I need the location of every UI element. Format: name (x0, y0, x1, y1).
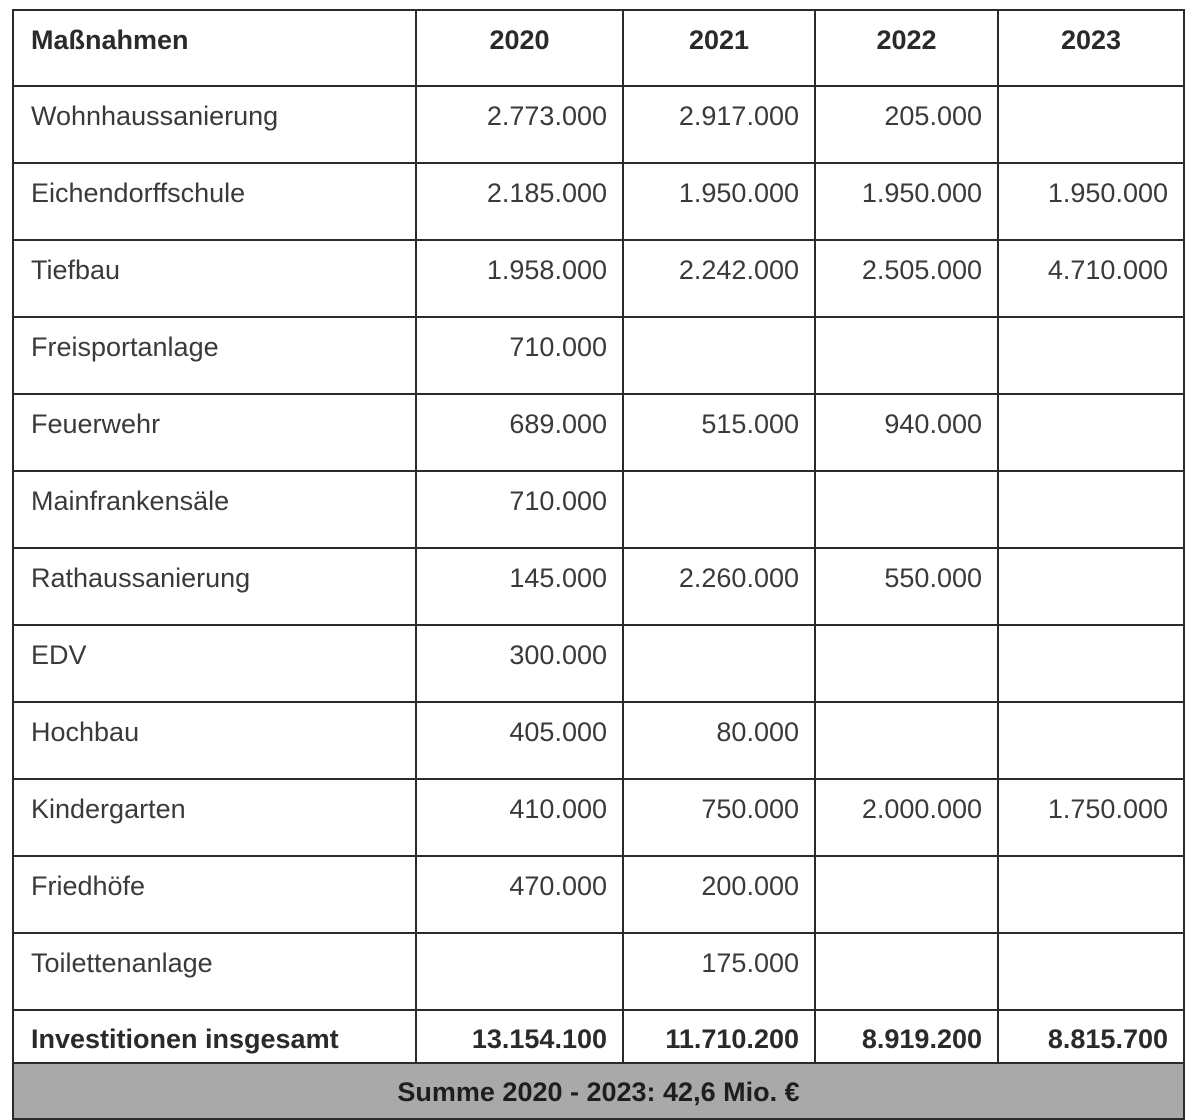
table-row (13, 163, 1184, 240)
table-row (13, 471, 1184, 548)
total-row (13, 1010, 1184, 1063)
table-row (13, 394, 1184, 471)
value-cell: 750.000 (623, 779, 815, 856)
value-cell: 13.154.100 (416, 1010, 623, 1063)
value-cell: 689.000 (416, 394, 623, 471)
value-cell: 2.000.000 (815, 779, 998, 856)
value-cell: 2.917.000 (623, 86, 815, 163)
value-cell (623, 471, 815, 548)
table-row (13, 317, 1184, 394)
row-label: Hochbau (13, 702, 416, 779)
value-cell: 205.000 (815, 86, 998, 163)
table-body (13, 10, 1184, 1119)
value-cell: 11.710.200 (623, 1010, 815, 1063)
value-cell: 200.000 (623, 856, 815, 933)
value-cell: 405.000 (416, 702, 623, 779)
value-cell: 940.000 (815, 394, 998, 471)
value-cell: 1.950.000 (998, 163, 1184, 240)
table-row (13, 702, 1184, 779)
row-label: Investitionen insgesamt (13, 1010, 416, 1063)
header-cell-2021: 2021 (623, 10, 815, 86)
value-cell: 710.000 (416, 317, 623, 394)
value-cell (998, 625, 1184, 702)
value-cell (998, 86, 1184, 163)
value-cell: 145.000 (416, 548, 623, 625)
table-row (13, 548, 1184, 625)
value-cell: 2.242.000 (623, 240, 815, 317)
row-label: Freisportanlage (13, 317, 416, 394)
value-cell: 2.185.000 (416, 163, 623, 240)
value-cell (998, 471, 1184, 548)
investment-table (12, 9, 1185, 1120)
value-cell (815, 625, 998, 702)
row-label: Rathaussanierung (13, 548, 416, 625)
value-cell: 515.000 (623, 394, 815, 471)
value-cell: 1.750.000 (998, 779, 1184, 856)
value-cell (815, 856, 998, 933)
value-cell (998, 933, 1184, 1010)
value-cell (815, 702, 998, 779)
value-cell: 8.815.700 (998, 1010, 1184, 1063)
summary-cell: Summe 2020 - 2023: 42,6 Mio. € (13, 1063, 1184, 1119)
value-cell (815, 933, 998, 1010)
table-row (13, 856, 1184, 933)
row-label: Mainfrankensäle (13, 471, 416, 548)
header-cell-2020: 2020 (416, 10, 623, 86)
value-cell: 710.000 (416, 471, 623, 548)
value-cell: 1.950.000 (815, 163, 998, 240)
value-cell (623, 625, 815, 702)
value-cell (998, 856, 1184, 933)
value-cell: 4.710.000 (998, 240, 1184, 317)
value-cell: 300.000 (416, 625, 623, 702)
row-label: Feuerwehr (13, 394, 416, 471)
value-cell: 175.000 (623, 933, 815, 1010)
value-cell: 8.919.200 (815, 1010, 998, 1063)
summary-row (13, 1063, 1184, 1119)
row-label: Wohnhaussanierung (13, 86, 416, 163)
value-cell (998, 548, 1184, 625)
value-cell (416, 933, 623, 1010)
row-label: EDV (13, 625, 416, 702)
value-cell: 470.000 (416, 856, 623, 933)
header-cell-2023: 2023 (998, 10, 1184, 86)
value-cell: 410.000 (416, 779, 623, 856)
header-cell-2022: 2022 (815, 10, 998, 86)
value-cell: 2.773.000 (416, 86, 623, 163)
value-cell: 2.260.000 (623, 548, 815, 625)
table-row (13, 933, 1184, 1010)
table-row (13, 779, 1184, 856)
value-cell (815, 471, 998, 548)
value-cell (998, 394, 1184, 471)
row-label: Tiefbau (13, 240, 416, 317)
value-cell: 2.505.000 (815, 240, 998, 317)
row-label: Kindergarten (13, 779, 416, 856)
value-cell (815, 317, 998, 394)
value-cell (998, 317, 1184, 394)
row-label: Friedhöfe (13, 856, 416, 933)
value-cell (998, 702, 1184, 779)
table-row (13, 240, 1184, 317)
header-row (13, 10, 1184, 86)
value-cell: 550.000 (815, 548, 998, 625)
row-label: Eichendorffschule (13, 163, 416, 240)
value-cell (623, 317, 815, 394)
table-row (13, 625, 1184, 702)
header-cell-massnahmen: Maßnahmen (13, 10, 416, 86)
value-cell: 1.958.000 (416, 240, 623, 317)
row-label: Toilettenanlage (13, 933, 416, 1010)
table-row (13, 86, 1184, 163)
value-cell: 1.950.000 (623, 163, 815, 240)
value-cell: 80.000 (623, 702, 815, 779)
